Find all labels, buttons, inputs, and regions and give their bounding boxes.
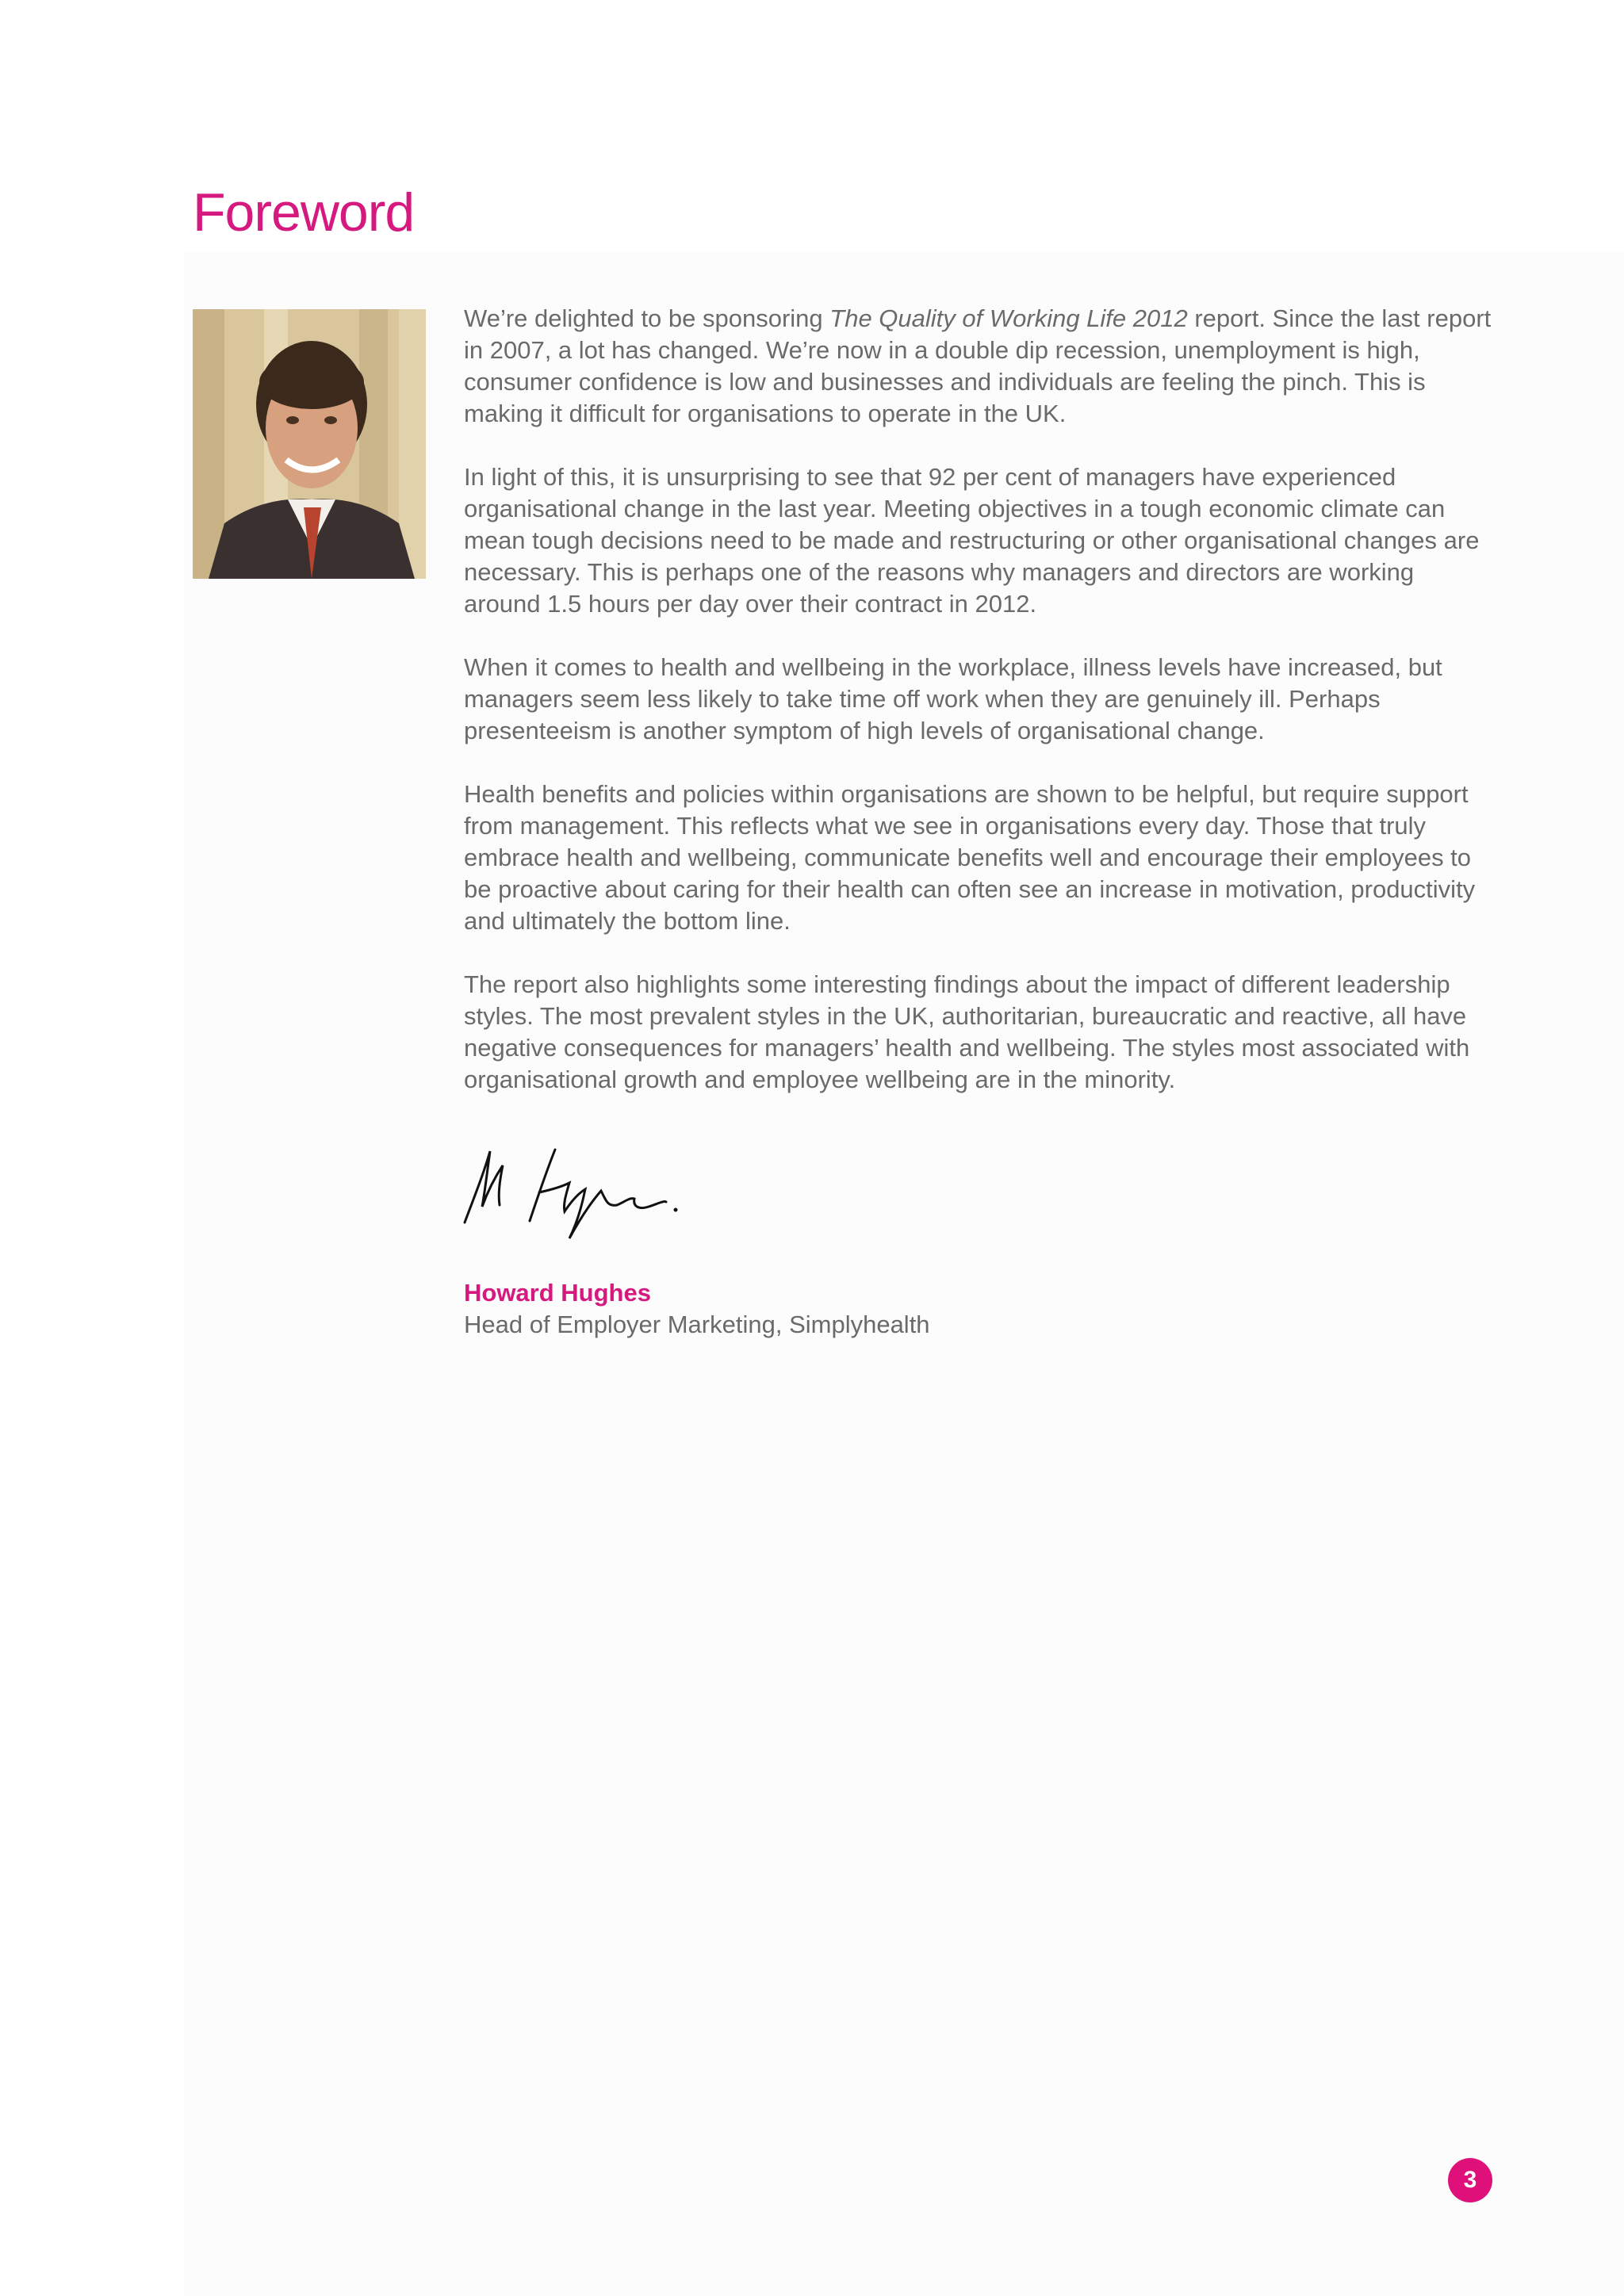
paragraph-1-rest: report. Since the last report in 2007, a lot has changed. We’re now in a double dip recession, unemployment is high, consumer confidence is low and businesses and individuals are feeling the pinch. This is making it difficult for organisations to operate in the UK. [464,304,1492,427]
paragraph-5: The report also highlights some interesting findings about the impact of different leadership styles. The most prevalent styles in the UK, authoritarian, bureaucratic and reactive, all have negative consequences for managers’ health and wellbeing. The styles most associated with organisational growth and employee wellbeing are in the minority. [464,970,1470,1093]
paragraph-1 [464,303,1495,430]
signer-name: Howard Hughes [464,1279,651,1307]
paragraph-1-intro: We’re delighted to be sponsoring [464,304,830,332]
page-title: Foreword [193,182,415,243]
portrait-photo [193,309,426,579]
paragraph-3: When it comes to health and wellbeing in the workplace, illness levels have increased, but managers seem less likely to take time off work when they are genuinely ill. Perhaps presenteeism is another symptom of high levels of organisational change. [464,653,1442,744]
paragraph-2: In light of this, it is unsurprising to see that 92 per cent of managers have experienced organisational change in the last year. Meeting objectives in a tough economic climate can mean tough decisions need to be made and restructuring or other organisational changes are necessary. This is perhaps one of the reasons why managers and directors are working around 1.5 hours per day over their contract in 2012. [464,463,1480,618]
foreword-body [464,303,1495,1127]
handwritten-signature [450,1134,688,1245]
paragraph-4: Health benefits and policies within organisations are shown to be helpful, but require support from management. This reflects what we see in organisations every day. Those that truly embrace health and wellbeing, communicate benefits well and encourage their employees to be proactive about caring for their health can often see an increase in motivation, productivity and ultimately the bottom line. [464,780,1476,935]
portrait-illustration [193,309,426,579]
report-title-italic: The Quality of Working Life 2012 [829,304,1188,332]
page-number-badge: 3 [1448,2158,1492,2202]
signer-role: Head of Employer Marketing, Simplyhealth [464,1311,930,1338]
